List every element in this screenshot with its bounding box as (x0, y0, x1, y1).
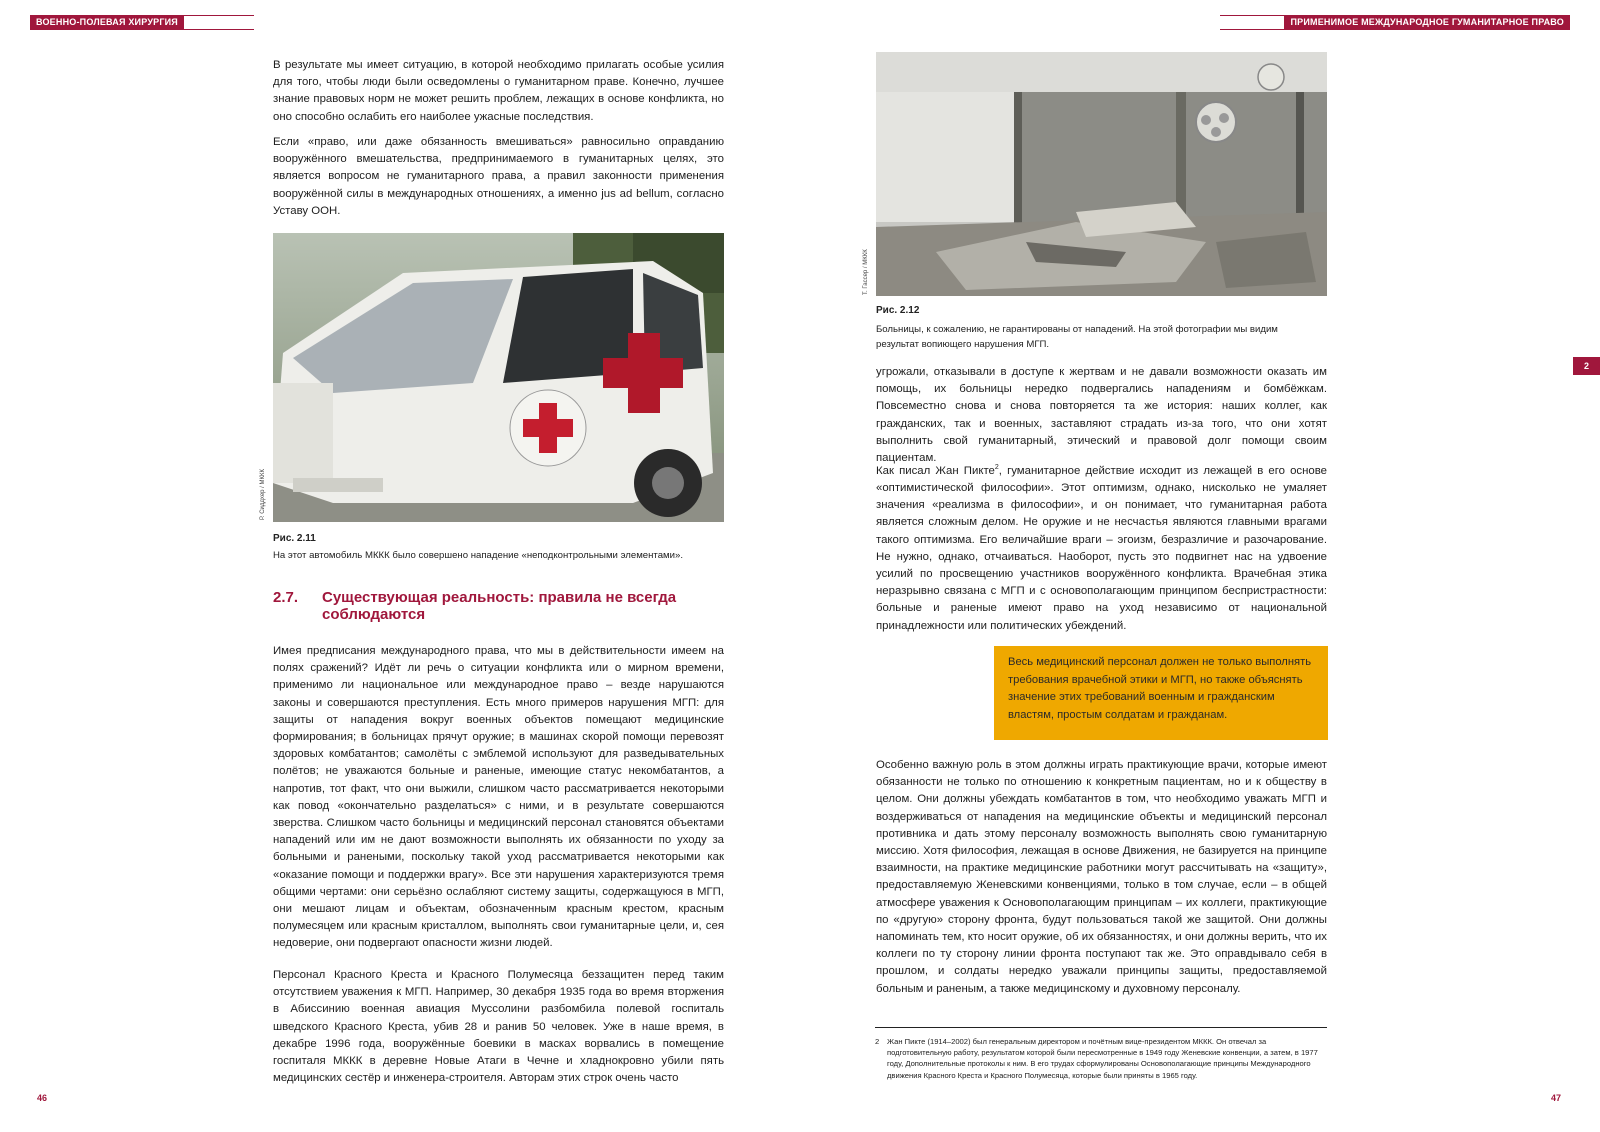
section-number: 2.7. (273, 589, 299, 606)
figure-2-11-title: Рис. 2.11 (273, 533, 316, 544)
footnote-divider (875, 1027, 1327, 1028)
figure-2-12-hospital-photo (876, 52, 1327, 296)
figure-2-11-ambulance-photo (273, 233, 724, 522)
highlight-callout-box (994, 646, 1328, 740)
left-paragraph-2: Если «право, или даже обязанность вмешиваться» равносильно оправданию вооружённого вмешательства, предпринимаемого в гуманитарных целях, это является вопросом не гуманитарного права, а правил законности применения вооружённой силы в международных отношениях, а именно jus ad bellum, согласно Уставу ООН. (273, 136, 724, 217)
footnote-ref-2: 2 (994, 464, 999, 471)
callout-text: Весь медицинский персонал должен не только выполнять требования врачебной этики и МГП, но также объяснять значение этих требований военным и гражданским властям, простым солдатам и гражданам. (1008, 656, 1312, 721)
left-running-header (30, 15, 254, 30)
chapter-tab: 2 (1573, 357, 1600, 375)
right-running-header (1220, 15, 1570, 30)
figure-2-11-credit: Р. Сиддхер / МККК (260, 469, 266, 520)
left-paragraph-1: В результате мы имеет ситуацию, в которой необходимо прилагать особые усилия для того, чтобы люди были осведомлены о гуманитарном праве. Конечно, лучшее знание правовых норм не может решить проблем, лежащих в основе конфликта, но оно способно ослабить его наиболее ужасные последствия. (273, 59, 724, 123)
right-paragraph-2-start: Как писал Жан Пикте (876, 464, 995, 477)
figure-2-12-caption: Больницы, к сожалению, не гарантированы от нападений. На этой фотографии мы видим результат вопиющего нарушения МГП. (876, 324, 1278, 350)
footnote (875, 1036, 1327, 1081)
figure-2-12-title: Рис. 2.12 (876, 305, 920, 316)
right-paragraph-3: Особенно важную роль в этом должны играть практикующие врачи, которые имеют обязанности не только по отношению к конкретным пациентам, но и к обществу в целом. Они должны убеждать комбатантов в том, что необходимо уважать МГП и воздерживаться от нападения на медицинские объекты и медицинский персонал противника и дать этому персоналу возможность выполнять свою гуманитарную миссию. Хотя философия, лежащая в основе Движения, не базируется на принципе взаимности, на практике медицинские работники могут рассчитывать на «защиту», предоставляемую Женевскими конвенциями, только в том случае, если – в общей атмосфере уважения к Основополагающим принципам – их коллеги, практикующие по «другую» сторону фронта, будут пользоваться такой же защитой. Они должны напоминать тем, кто носит оружие, об их обязанностях, и они должны верить, что их коллеги по ту сторону линии фронта поступают так же. Это оправдывало себя в прошлом, и солдаты нередко уважали принципы защиты, предоставляемой больным и раненым, а также медицинскому и духовному персоналу. (876, 759, 1327, 995)
section-title: Существующая реальность: правила не всегда соблюдаются (322, 589, 677, 623)
right-header-title: ПРИМЕНИМОЕ МЕЖДУНАРОДНОЕ ГУМАНИТАРНОЕ ПРАВО (1284, 16, 1570, 29)
right-paragraph-2-rest: , гуманитарное действие исходит из лежащей в его основе «оптимистической философии». Этот оптимизм, однако, нисколько не умаляет значения «реализма в философии», и он понимает, что гуманитарная работа является сложным делом. Не оружие и не несчастья являются главными врагами такого оптимизма. Его величайшие враги – эгоизм, безразличие и разочарование. Не нужно, однако, отчаиваться. Наоборот, пусть это подвигнет нас на удвоение усилий по просвещению участников вооружённого конфликта. Врачебная этика неразрывно связана с МГП и с основополагающим принципом беспристрастности: больные и раненые имеют право на уход независимо от национальной принадлежности или политических убеждений. (876, 464, 1328, 632)
right-paragraph-2 (876, 459, 1327, 635)
right-page-number: 47 (1551, 1093, 1562, 1103)
figure-2-11-caption: На этот автомобиль МККК было совершено нападение «неподконтрольными элементами». (273, 550, 683, 561)
left-paragraph-4: Персонал Красного Креста и Красного Полумесяца беззащитен перед таким отсутствием уважения к МГП. Например, 30 декабря 1935 года во время вторжения в Абиссинию военная авиация Муссолини разбомбила полевой госпиталь шведского Красного Креста, убив 28 и ранив 50 человек. Уже в наше время, в декабре 1996 года, вооружённые боевики в масках ворвались в помещение госпиталя МККК в деревне Новые Атаги в Чечне и хладнокровно убили пять медицинских сестёр и инженера-строителя. Авторам этих строк очень часто (273, 969, 724, 1085)
figure-2-12-credit: Т. Гассер / МККК (863, 249, 869, 295)
left-page-number: 46 (37, 1093, 48, 1103)
left-header-title: ВОЕННО-ПОЛЕВАЯ ХИРУРГИЯ (30, 16, 184, 29)
footnote-number: 2 (875, 1037, 880, 1046)
left-paragraph-3: Имея предписания международного права, что мы в действительности имеем на полях сражений? Идёт ли речь о ситуации конфликта или о мирном времени, применимо ли национальное или международное право – везде нарушаются законы и совершаются преступления. Есть много примеров нарушения МГП: для защиты от нападения вокруг военных объектов помещают медицинские формирования; в больницах прячут оружие; в машинах скорой помощи перевозят здоровых комбатантов; самолёты с эмблемой используют для разведывательных полётов; не уважаются больные и раненые, имеющие статус некомбатантов, а напротив, тот факт, что они выжили, слишком часто рассматривается некоторыми как повод «окончательно разделаться» с ними, и в результате совершаются зверства. Слишком часто больницы и медицинский персонал становятся объектами нападений или им не дают возможности выполнять их обязанности по уходу за больными и ранеными, поскольку такой уход рассматривается некоторыми как «оказание помощи и поддержки врагу». Все эти нарушения характеризуются тремя общими чертами: они серьёзно ослабляют систему защиты, содержащуюся в МГП, они мешают лицам и объектам, обозначенным красным крестом, красным полумесяцем или красным кристаллом, выполнять свои гуманитарные цели, и, сея недоверие, они подвергают опасности жизни людей. (273, 645, 724, 950)
footnote-text: Жан Пикте (1914–2002) был генеральным директором и почётным вице-президентом МККК. Он отвечал за подготовительную работу, результатом которой были пересмотренные в 1949 году Женевские конвенции, а затем, в 1977 году, Дополнительные протоколы к ним. В его трудах сформулированы Основополагающие принципы Международного движения Красного Креста и Красного Полумесяца, которые были приняты в 1965 году. (887, 1037, 1318, 1080)
right-paragraph-1: угрожали, отказывали в доступе к жертвам и не давали возможности оказать им помощь, их больницы нередко подвергались нападениям и бомбёжкам. Повсеместно снова и снова повторяется та же история: наших коллег, как гражданских, так и военных, заставляют страдать из-за того, что они хотят выполнить свой гуманитарный, этический и правовой долг помощи своим пациентам. (876, 366, 1327, 465)
